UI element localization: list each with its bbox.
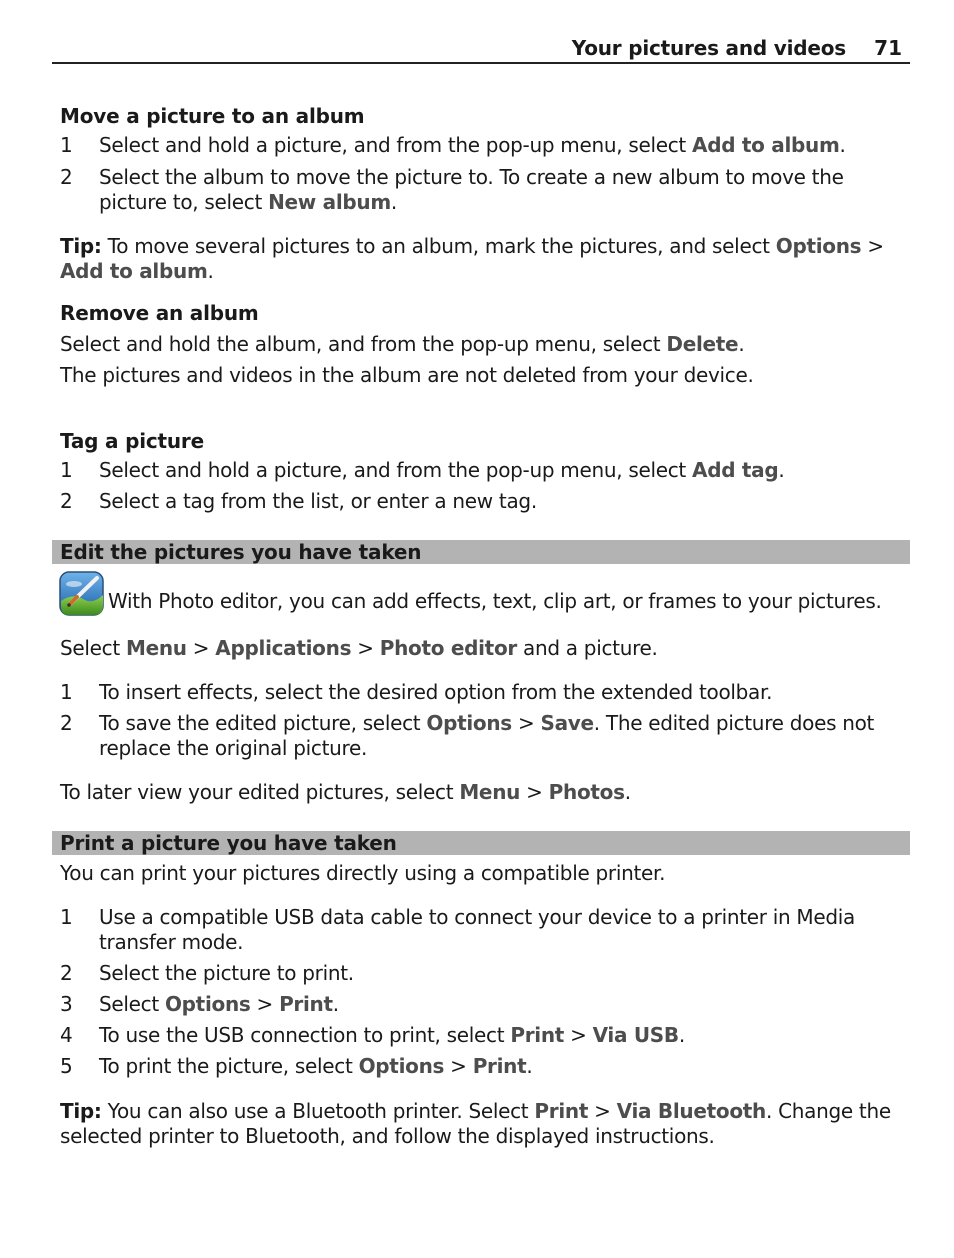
ui-term: Print xyxy=(472,1054,527,1078)
move-album-tip: Tip: To move several pictures to an album, mark the pictures, and select Options > Add to album. xyxy=(60,234,884,283)
ui-term: Options xyxy=(775,234,862,258)
ui-term: Menu xyxy=(125,636,187,660)
remove-album-line-1: Select and hold the album, and from the pop-up menu, select Delete. xyxy=(60,332,745,356)
tag-picture-step-2: Select a tag from the list, or enter a new tag. xyxy=(99,489,537,513)
ui-term: Via Bluetooth xyxy=(616,1099,766,1123)
print-section-bar xyxy=(52,831,910,855)
remove-album-title: Remove an album xyxy=(60,301,259,325)
step-number: 1 xyxy=(60,905,73,929)
tip-label: Tip: xyxy=(60,1099,102,1123)
header-title: Your pictures and videos xyxy=(571,36,846,60)
ui-term: Save xyxy=(540,711,594,735)
print-step-2: Select the picture to print. xyxy=(99,961,354,985)
ui-term: Print xyxy=(534,1099,589,1123)
print-intro: You can print your pictures directly using a compatible printer. xyxy=(60,861,666,885)
edit-step-2: To save the edited picture, select Options > Save. The edited picture does not replace the original picture. xyxy=(99,711,875,760)
edit-section-bar xyxy=(52,540,910,564)
step-number: 2 xyxy=(60,711,73,735)
ui-term: Add to album xyxy=(692,133,840,157)
print-section-title: Print a picture you have taken xyxy=(60,831,397,855)
print-step-5: To print the picture, select Options > Print. xyxy=(99,1054,533,1078)
print-tip: Tip: You can also use a Bluetooth printer. Select Print > Via Bluetooth. Change the selected printer to Bluetooth, and follow the displayed instructions. xyxy=(60,1099,891,1148)
ui-term: Photo editor xyxy=(379,636,517,660)
move-album-title: Move a picture to an album xyxy=(60,104,365,128)
step-number: 5 xyxy=(60,1054,73,1078)
ui-term: Options xyxy=(164,992,251,1016)
tip-label: Tip: xyxy=(60,234,102,258)
ui-term: New album xyxy=(268,190,391,214)
ui-term: Options xyxy=(358,1054,445,1078)
page-number: 71 xyxy=(874,36,902,60)
edit-section-title: Edit the pictures you have taken xyxy=(60,540,422,564)
ui-term: Menu xyxy=(459,780,521,804)
move-album-step-1: Select and hold a picture, and from the pop-up menu, select Add to album. xyxy=(99,133,846,157)
step-number: 3 xyxy=(60,992,73,1016)
ui-term: Applications xyxy=(215,636,352,660)
print-step-1: Use a compatible USB data cable to connect your device to a printer in Media transfer mode. xyxy=(99,905,855,954)
photo-editor-icon xyxy=(59,571,104,616)
ui-term: Delete xyxy=(666,332,739,356)
step-number: 4 xyxy=(60,1023,73,1047)
ui-term: Print xyxy=(510,1023,565,1047)
step-number: 2 xyxy=(60,165,73,189)
step-number: 1 xyxy=(60,133,73,157)
edit-later-view: To later view your edited pictures, select Menu > Photos. xyxy=(60,780,631,804)
ui-term: Options xyxy=(426,711,512,735)
step-number: 2 xyxy=(60,489,73,513)
print-step-3: Select Options > Print. xyxy=(99,992,339,1016)
ui-term: Print xyxy=(279,992,333,1016)
edit-select-path: Select Menu > Applications > Photo editor and a picture. xyxy=(60,636,658,660)
step-number: 1 xyxy=(60,680,73,704)
remove-album-line-2: The pictures and videos in the album are not deleted from your device. xyxy=(60,363,754,387)
running-header xyxy=(52,34,910,64)
edit-step-1: To insert effects, select the desired option from the extended toolbar. xyxy=(99,680,773,704)
move-album-step-2: Select the album to move the picture to. To create a new album to move the picture to, select New album. xyxy=(99,165,844,214)
tag-picture-title: Tag a picture xyxy=(60,429,204,453)
ui-term: Via USB xyxy=(592,1023,679,1047)
step-number: 2 xyxy=(60,961,73,985)
step-number: 1 xyxy=(60,458,73,482)
print-step-4: To use the USB connection to print, select Print > Via USB. xyxy=(99,1023,685,1047)
ui-term: Add to album xyxy=(60,259,208,283)
edit-intro: With Photo editor, you can add effects, text, clip art, or frames to your pictures. xyxy=(108,589,882,613)
ui-term: Photos xyxy=(548,780,625,804)
tag-picture-step-1: Select and hold a picture, and from the pop-up menu, select Add tag. xyxy=(99,458,785,482)
ui-term: Add tag xyxy=(692,458,779,482)
